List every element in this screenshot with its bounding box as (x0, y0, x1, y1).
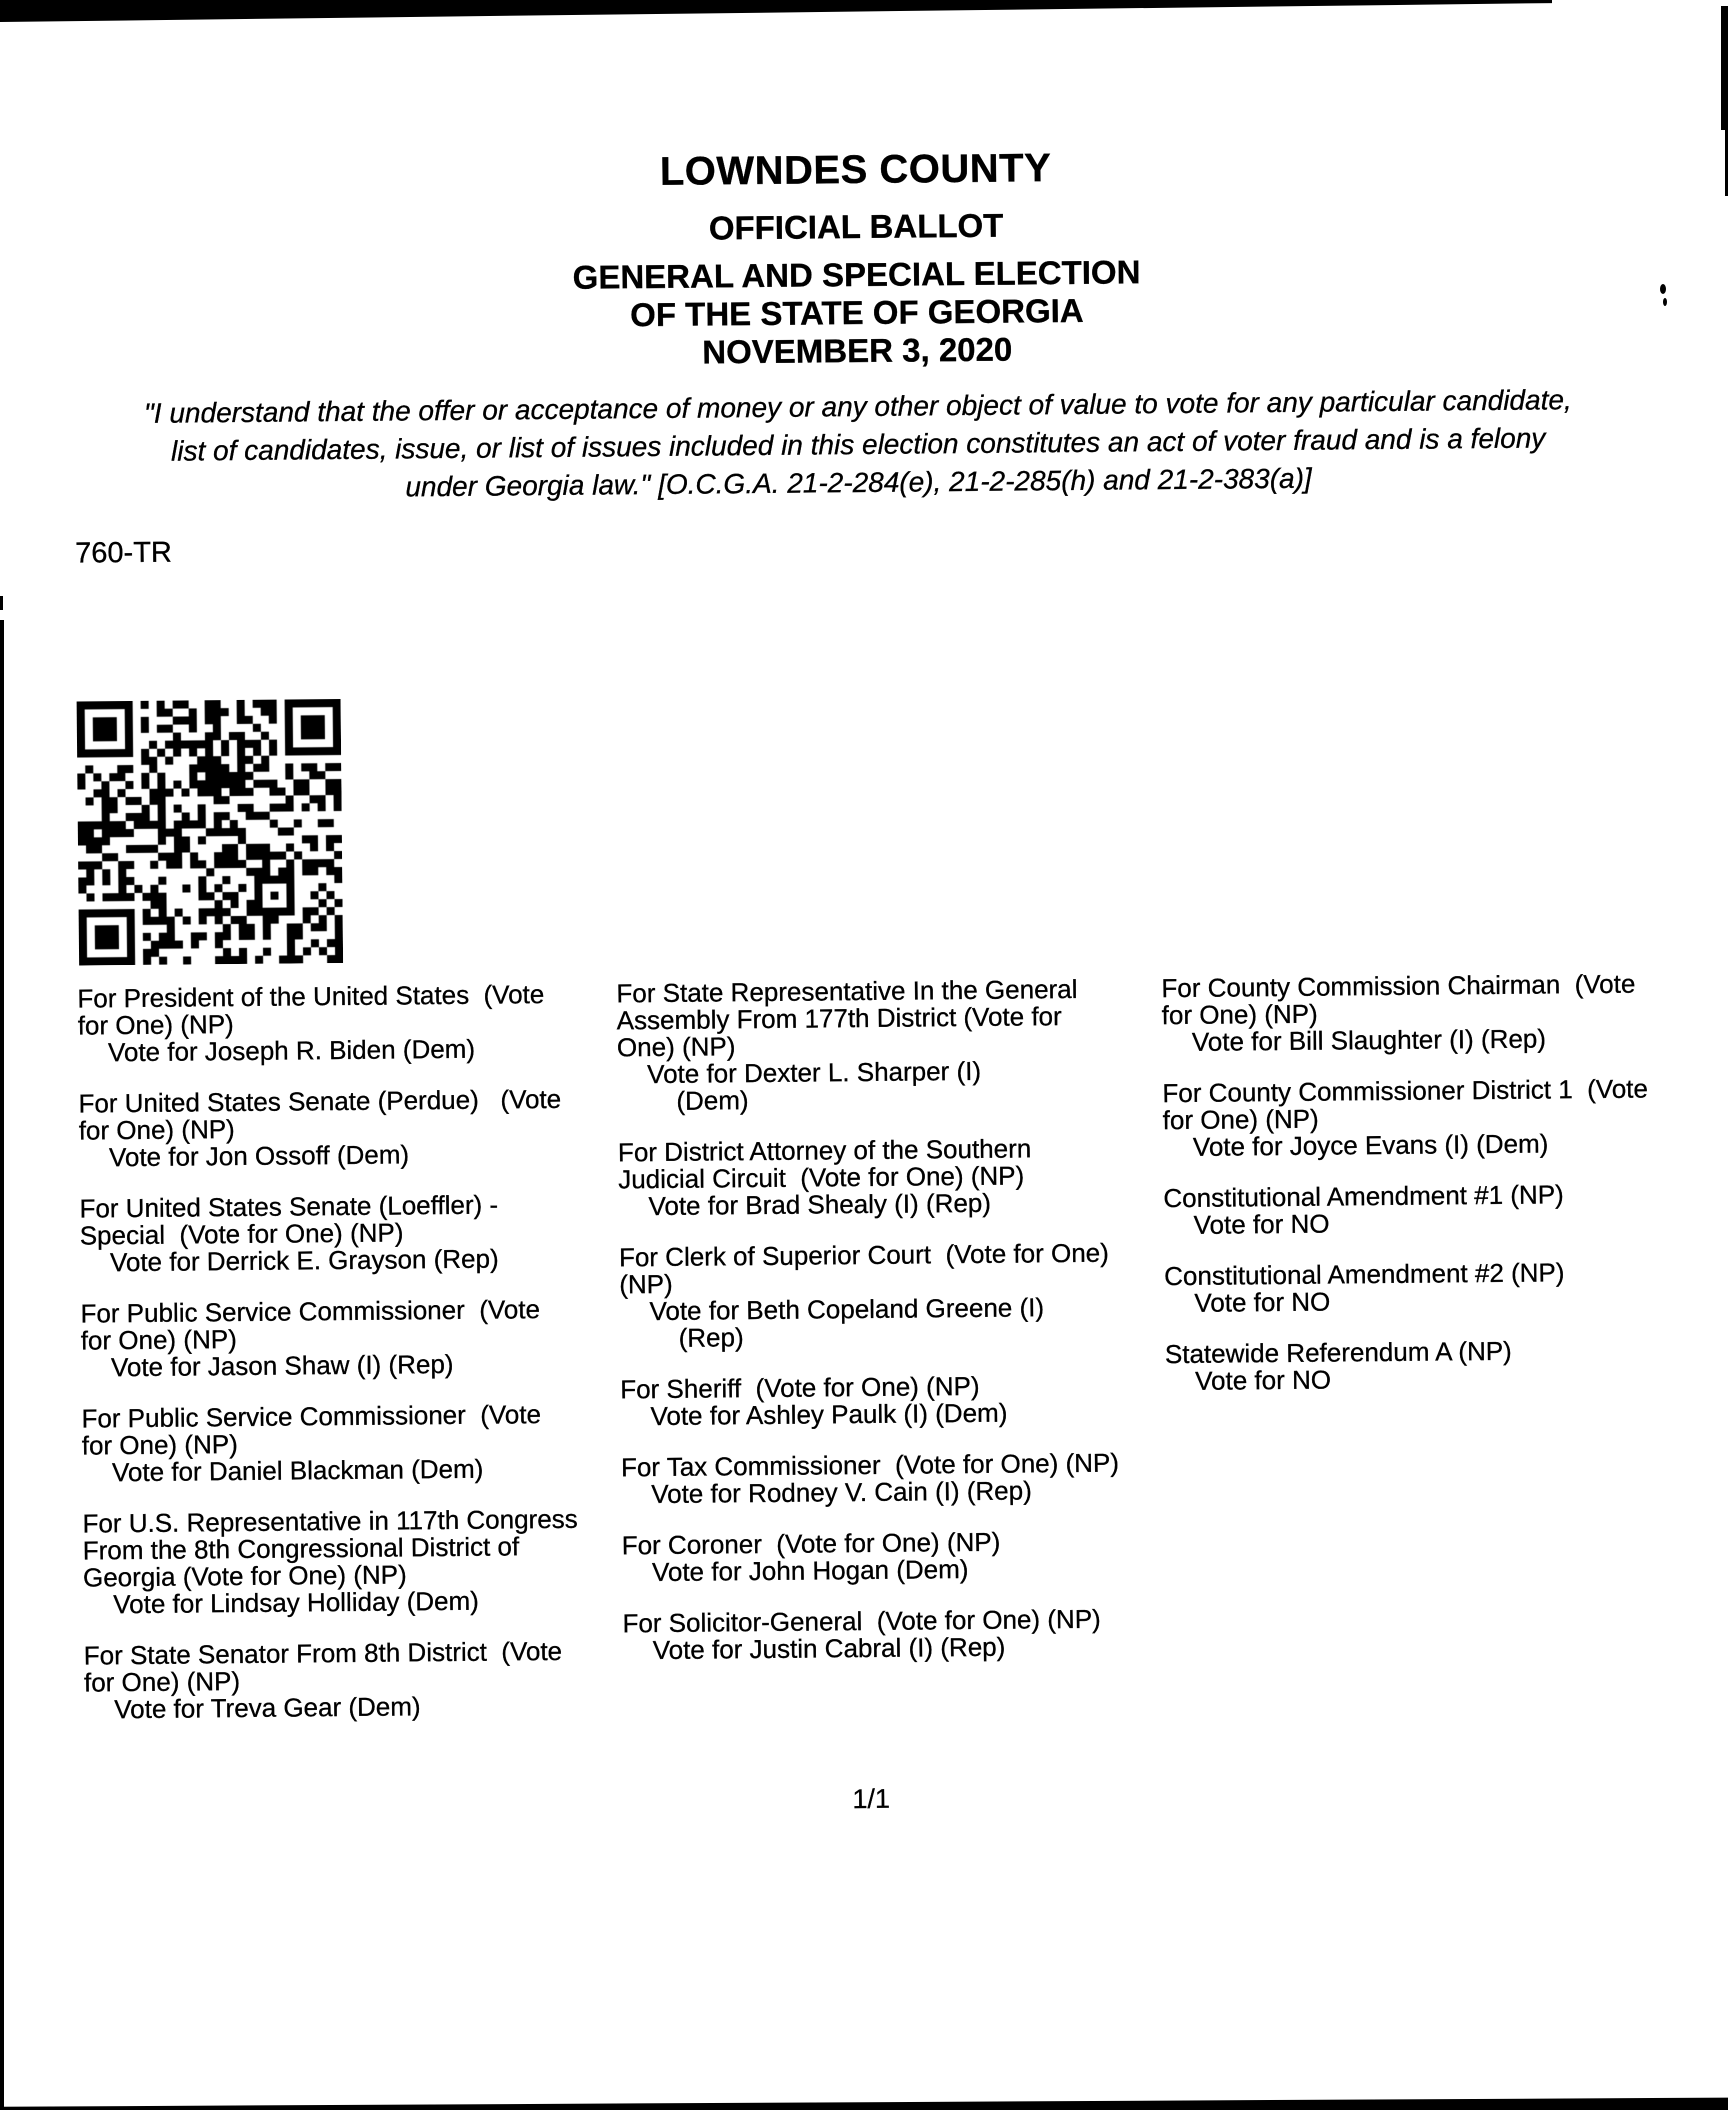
fraud-disclaimer-line-1: "I understand that the offer or acceptance of money or any other object of value to vote for any particular candidate, (143, 384, 1572, 429)
contest-title: For Public Service Commissioner (Vote for One) (NP) (81, 1399, 542, 1461)
contest-title: For Sheriff (Vote for One) (NP) (620, 1370, 980, 1405)
contest-selection: Vote for Brad Shealy (I) (Rep) (648, 1187, 992, 1222)
contest-block (83, 1635, 580, 1725)
contest-selection: Vote for Bill Slaughter (I) (Rep) (1191, 1023, 1547, 1057)
contest-block (622, 1528, 1120, 1587)
contest-block (1162, 1075, 1648, 1161)
contest-block (81, 1401, 577, 1487)
contest-title: Statewide Referendum A (NP) (1164, 1335, 1512, 1370)
contest-block (622, 1603, 1120, 1666)
contest-block (1163, 1180, 1649, 1239)
contest-title: For County Commissioner District 1 (Vote for One) (NP) (1162, 1073, 1649, 1136)
contest-selection: Vote for NO (1194, 1286, 1331, 1318)
scanner-edge-right-artifact (1721, 6, 1728, 130)
qr-code-icon (77, 699, 344, 966)
contest-column-2 (616, 973, 1121, 1689)
contest-block (77, 981, 573, 1067)
contest-title: For State Representative In the General Assembly From 177th District (Vote for One) (NP) (616, 973, 1078, 1063)
contest-title: Constitutional Amendment #2 (NP) (1164, 1257, 1565, 1292)
contest-selection: Vote for Joseph R. Biden (Dem) (107, 1033, 476, 1068)
contest-selection: Vote for Ashley Paulk (I) (Dem) (650, 1397, 1008, 1432)
contest-block (618, 1135, 1117, 1221)
fraud-disclaimer-line-3: under Georgia law." [O.C.G.A. 21-2-284(e), 21-2-285(h) and 21-2-383(a)] (405, 462, 1312, 503)
election-title-line-3: NOVEMBER 3, 2020 (702, 330, 1013, 371)
contest-title: For Solicitor-General (Vote for One) (NP) (622, 1603, 1101, 1639)
ballot-title: OFFICIAL BALLOT (708, 206, 1004, 247)
contest-selection: Vote for Jason Shaw (I) (Rep) (110, 1348, 454, 1383)
election-title (0, 248, 1721, 379)
contest-selection: Vote for Justin Cabral (I) (Rep) (652, 1631, 1006, 1666)
contest-block (616, 973, 1115, 1117)
election-title-line-1: GENERAL AND SPECIAL ELECTION (572, 253, 1141, 296)
contest-title: For U.S. Representative in 117th Congress From the 8th Congressional District of Georgia (Vote for One) (NP) (82, 1503, 578, 1593)
contest-selection: Vote for Beth Copeland Greene (I) (Rep) (649, 1292, 1045, 1354)
contest-title: Constitutional Amendment #1 (NP) (1163, 1179, 1564, 1214)
contest-block (1164, 1258, 1650, 1317)
contest-selection: Vote for Dexter L. Sharper (I) (Dem) (647, 1055, 982, 1117)
contest-title: For United States Senate (Loeffler) - Special (Vote for One) (NP) (79, 1189, 499, 1251)
contest-title: For Clerk of Superior Court (Vote for One) (NP) (618, 1237, 1109, 1300)
contest-block (80, 1296, 576, 1382)
contest-title: For President of the United States (Vote for One) (NP) (77, 979, 545, 1041)
contest-block (79, 1191, 575, 1277)
contest-block (1165, 1336, 1651, 1395)
contest-selection: Vote for John Hogan (Dem) (651, 1554, 969, 1588)
contest-column-1 (77, 981, 580, 1748)
fraud-disclaimer (0, 380, 1723, 511)
contest-selection: Vote for Daniel Blackman (Dem) (111, 1453, 484, 1488)
contest-block (78, 1083, 574, 1173)
contest-selection: Vote for Rodney V. Cain (I) (Rep) (651, 1475, 1032, 1510)
contest-selection: Vote for Treva Gear (Dem) (114, 1691, 421, 1725)
contest-title: For District Attorney of the Southern Judicial Circuit (Vote for One) (NP) (617, 1133, 1032, 1195)
contest-block (82, 1503, 578, 1620)
contest-selection: Vote for Derrick E. Grayson (Rep) (109, 1243, 499, 1278)
contest-selection: Vote for Jon Ossoff (Dem) (108, 1139, 410, 1173)
contest-title: For United States Senate (Perdue) (Vote for One) (NP) (78, 1083, 562, 1146)
contest-title: For Coroner (Vote for One) (NP) (621, 1526, 1001, 1561)
contest-block (618, 1237, 1118, 1354)
county-title: LOWNDES COUNTY (659, 146, 1052, 194)
contest-title: For Public Service Commissioner (Vote for One) (NP) (80, 1294, 541, 1356)
contest-column-3 (1161, 970, 1651, 1419)
contest-selection: Vote for Lindsay Holliday (Dem) (113, 1585, 480, 1620)
contest-title: For County Commission Chairman (Vote for One) (NP) (1161, 968, 1636, 1031)
page-number: 1/1 (852, 1783, 891, 1815)
contest-block (1161, 970, 1647, 1056)
contest-selection: Vote for Joyce Evans (I) (Dem) (1192, 1128, 1549, 1162)
contest-selection: Vote for NO (1195, 1364, 1332, 1396)
contest-block (620, 1447, 1120, 1510)
fraud-disclaimer-line-2: list of candidates, issue, or list of issues included in this election constitutes an act of voter fraud and is a felony (170, 422, 1546, 467)
election-title-line-2: OF THE STATE OF GEORGIA (630, 291, 1084, 334)
contest-block (620, 1372, 1118, 1431)
contest-selection: Vote for NO (1193, 1208, 1330, 1240)
ballot-style-code: 760-TR (75, 536, 173, 570)
contest-title: For Tax Commissioner (Vote for One) (NP) (620, 1447, 1120, 1483)
contest-title: For State Senator From 8th District (Vote for One) (NP) (83, 1635, 563, 1698)
